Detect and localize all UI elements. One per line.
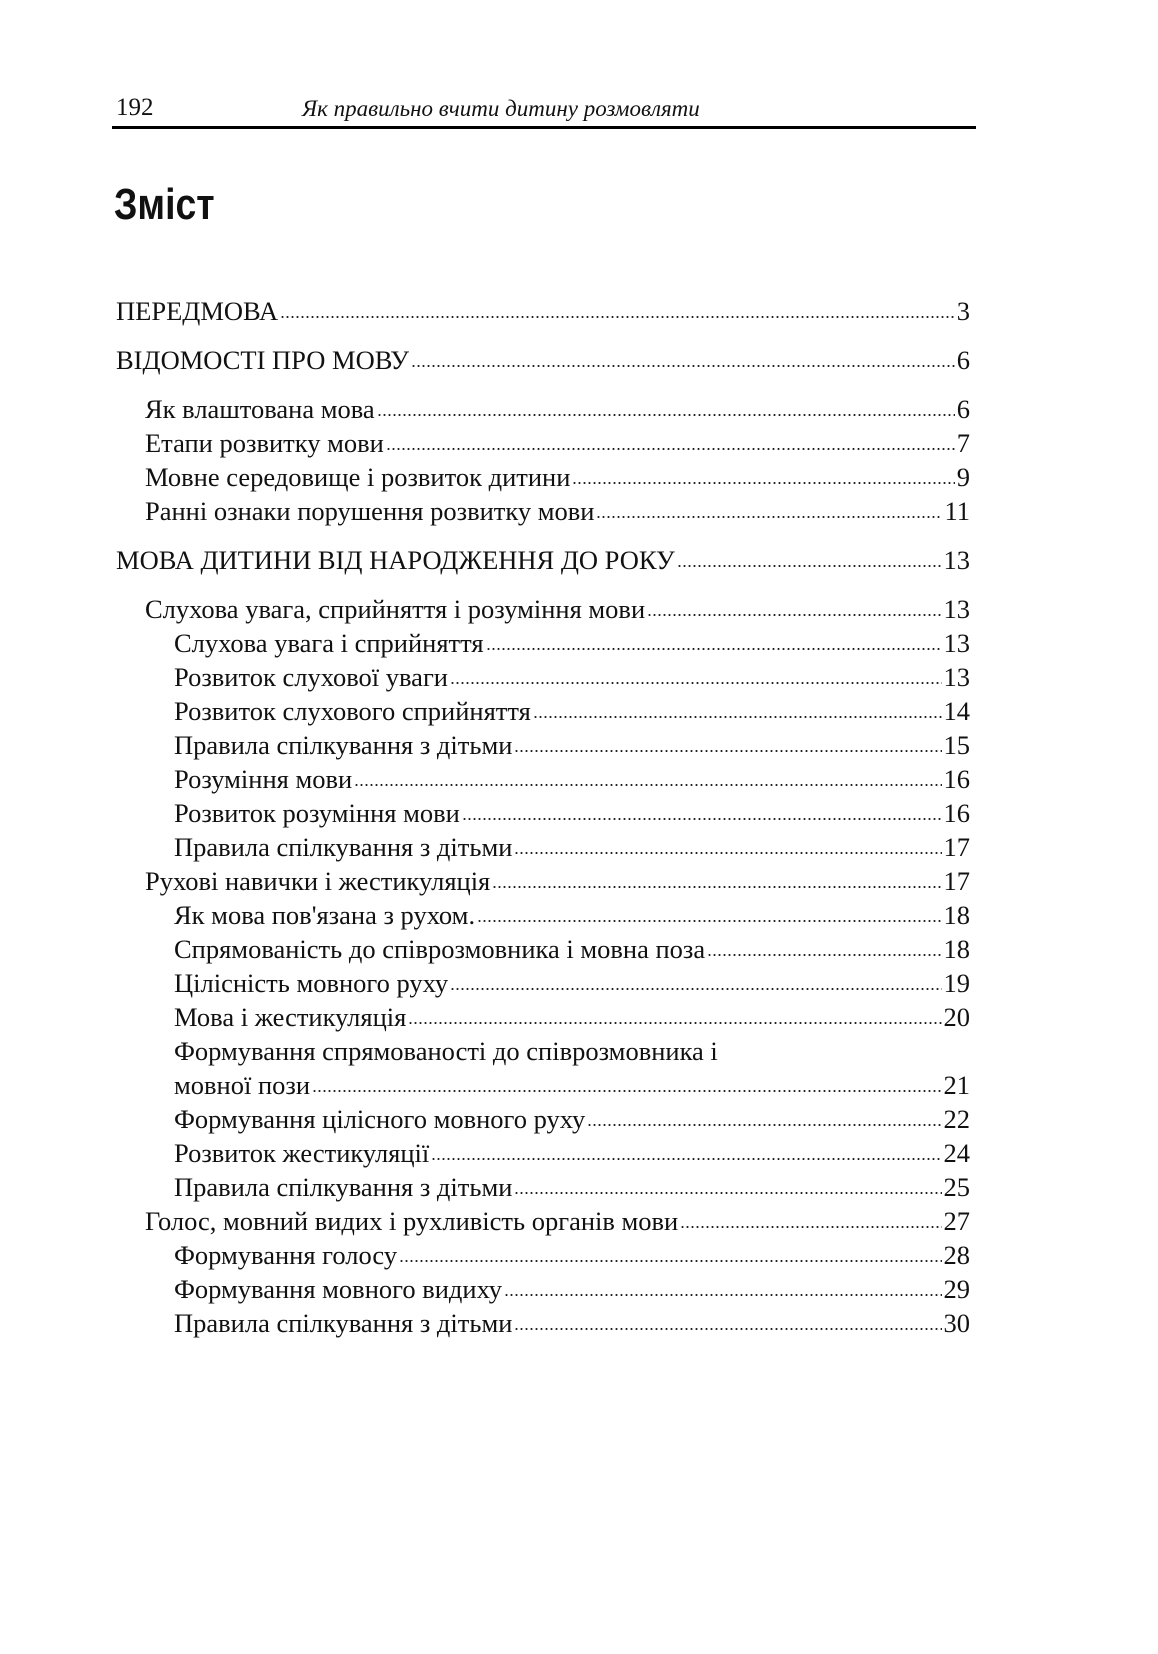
toc-entry[interactable]	[116, 864, 970, 898]
toc-entry-title: Слухова увага і сприйняття	[174, 628, 484, 658]
toc-entry-page: 13	[943, 545, 970, 575]
table-of-contents	[116, 294, 970, 1340]
dot-leader	[514, 1190, 941, 1196]
toc-entry[interactable]	[116, 728, 970, 762]
toc-entry-title: Розвиток слухової уваги	[174, 662, 448, 692]
dot-leader	[431, 1156, 941, 1162]
toc-entry-title: Рухові навички і жестикуляція	[145, 866, 491, 896]
toc-entry-page: 22	[943, 1104, 970, 1134]
toc-entry-title: Формування голосу	[174, 1240, 398, 1270]
toc-entry-title: Правила спілкування з дітьми	[174, 1172, 513, 1202]
dot-leader	[408, 1020, 941, 1026]
dot-leader	[312, 1088, 941, 1094]
toc-entry-page: 30	[943, 1308, 970, 1338]
toc-entry[interactable]	[116, 592, 970, 626]
dot-leader	[647, 612, 941, 618]
toc-entry-page: 18	[943, 900, 970, 930]
toc-entry-title: МОВА ДИТИНИ ВІД НАРОДЖЕННЯ ДО РОКУ	[116, 545, 675, 575]
toc-entry-page: 21	[943, 1070, 970, 1100]
dot-leader	[354, 782, 941, 788]
toc-entry-title-continued: мовної пози	[174, 1070, 311, 1100]
toc-entry[interactable]	[116, 1306, 970, 1340]
running-title: Як правильно вчити дитину розмовляти	[302, 96, 700, 121]
toc-entry[interactable]	[116, 392, 970, 426]
toc-entry-title: Правила спілкування з дітьми	[174, 730, 513, 760]
toc-entry-page: 25	[943, 1172, 970, 1202]
dot-leader	[477, 918, 941, 924]
toc-entry-page: 15	[943, 730, 970, 760]
toc-entry-title: Як влаштована мова	[145, 394, 375, 424]
dot-leader	[399, 1258, 941, 1264]
toc-entry[interactable]	[116, 932, 970, 966]
toc-entry-page: 9	[956, 462, 970, 492]
toc-entry[interactable]	[116, 966, 970, 1000]
dot-leader	[280, 314, 955, 320]
dot-leader	[514, 748, 941, 754]
toc-entry-page: 13	[943, 594, 970, 624]
toc-entry-page: 13	[943, 662, 970, 692]
toc-entry[interactable]	[116, 1000, 970, 1034]
toc-entry-title: Формування цілісного мовного руху	[174, 1104, 586, 1134]
toc-entry-page: 17	[943, 866, 970, 896]
toc-entry-title: ВІДОМОСТІ ПРО МОВУ	[116, 345, 410, 375]
toc-entry-title: Розуміння мови	[174, 764, 353, 794]
toc-entry-page: 6	[956, 345, 970, 375]
toc-entry-title: ПЕРЕДМОВА	[116, 296, 279, 326]
toc-entry-page: 17	[943, 832, 970, 862]
dot-leader	[462, 816, 942, 822]
toc-entry-page: 3	[956, 296, 970, 326]
toc-entry[interactable]	[116, 460, 970, 494]
dot-leader	[572, 480, 954, 486]
toc-entry-page: 29	[943, 1274, 970, 1304]
toc-entry-title: Етапи розвитку мови	[145, 428, 384, 458]
dot-leader	[533, 714, 942, 720]
dot-leader	[514, 850, 941, 856]
toc-entry-title: Цілісність мовного руху	[174, 968, 449, 998]
toc-entry-title: Як мова пов'язана з рухом.	[174, 900, 476, 930]
toc-entry[interactable]	[116, 426, 970, 460]
toc-entry-page: 27	[943, 1206, 970, 1236]
toc-entry[interactable]	[116, 1068, 970, 1102]
dot-leader	[411, 363, 955, 369]
dot-leader	[386, 446, 955, 452]
dot-leader	[377, 412, 955, 418]
toc-entry-page: 16	[943, 798, 970, 828]
toc-entry-title: Правила спілкування з дітьми	[174, 1308, 513, 1338]
toc-entry[interactable]	[116, 1204, 970, 1238]
dot-leader	[707, 952, 941, 958]
page-title: Зміст	[114, 180, 215, 229]
page-number: 192	[116, 94, 154, 121]
toc-entry-title: Розвиток розуміння мови	[174, 798, 460, 828]
toc-entry-page: 19	[943, 968, 970, 998]
toc-entry-title: Мова і жестикуляція	[174, 1002, 407, 1032]
toc-entry-title: Розвиток жестикуляції	[174, 1138, 430, 1168]
dot-leader	[450, 986, 941, 992]
running-header	[112, 92, 976, 129]
toc-entry[interactable]	[116, 1034, 970, 1068]
toc-entry[interactable]	[116, 660, 970, 694]
toc-entry[interactable]	[116, 694, 970, 728]
toc-entry-title: Мовне середовище і розвиток дитини	[145, 462, 571, 492]
toc-entry-page: 20	[943, 1002, 970, 1032]
dot-leader	[677, 563, 942, 569]
dot-leader	[492, 884, 941, 890]
dot-leader	[486, 646, 942, 652]
toc-entry[interactable]	[116, 1272, 970, 1306]
toc-entry[interactable]	[116, 830, 970, 864]
toc-entry-title: Ранні ознаки порушення розвитку мови	[145, 496, 595, 526]
toc-entry-title: Формування спрямованості до співрозмовника і	[174, 1036, 718, 1066]
toc-entry-page: 11	[944, 496, 970, 526]
toc-entry-page: 6	[956, 394, 970, 424]
toc-entry-title: Слухова увага, сприйняття і розуміння мови	[145, 594, 646, 624]
toc-entry[interactable]	[116, 1238, 970, 1272]
toc-entry[interactable]	[116, 343, 970, 377]
dot-leader	[680, 1224, 941, 1230]
toc-entry-page: 7	[956, 428, 970, 458]
toc-entry-page: 14	[943, 696, 970, 726]
dot-leader	[514, 1326, 941, 1332]
toc-entry[interactable]	[116, 1102, 970, 1136]
toc-entry-title: Правила спілкування з дітьми	[174, 832, 513, 862]
toc-entry-title: Розвиток слухового сприйняття	[174, 696, 531, 726]
toc-entry[interactable]	[116, 1170, 970, 1204]
toc-entry[interactable]	[116, 898, 970, 932]
dot-leader	[450, 680, 942, 686]
toc-entry-title: Голос, мовний видих і рухливість органів мови	[145, 1206, 679, 1236]
toc-entry[interactable]	[116, 294, 970, 328]
dot-leader	[596, 514, 942, 520]
toc-entry-page: 28	[943, 1240, 970, 1270]
toc-entry[interactable]	[116, 1136, 970, 1170]
toc-entry-title: Формування мовного видиху	[174, 1274, 503, 1304]
toc-entry[interactable]	[116, 626, 970, 660]
toc-entry-page: 16	[943, 764, 970, 794]
toc-entry-title: Спрямованість до співрозмовника і мовна поза	[174, 934, 706, 964]
toc-entry-page: 13	[943, 628, 970, 658]
toc-entry[interactable]	[116, 494, 970, 528]
toc-entry[interactable]	[116, 543, 970, 577]
dot-leader	[587, 1122, 941, 1128]
dot-leader	[504, 1292, 941, 1298]
toc-entry-page: 18	[943, 934, 970, 964]
toc-entry-page: 24	[943, 1138, 970, 1168]
toc-entry[interactable]	[116, 762, 970, 796]
toc-entry[interactable]	[116, 796, 970, 830]
